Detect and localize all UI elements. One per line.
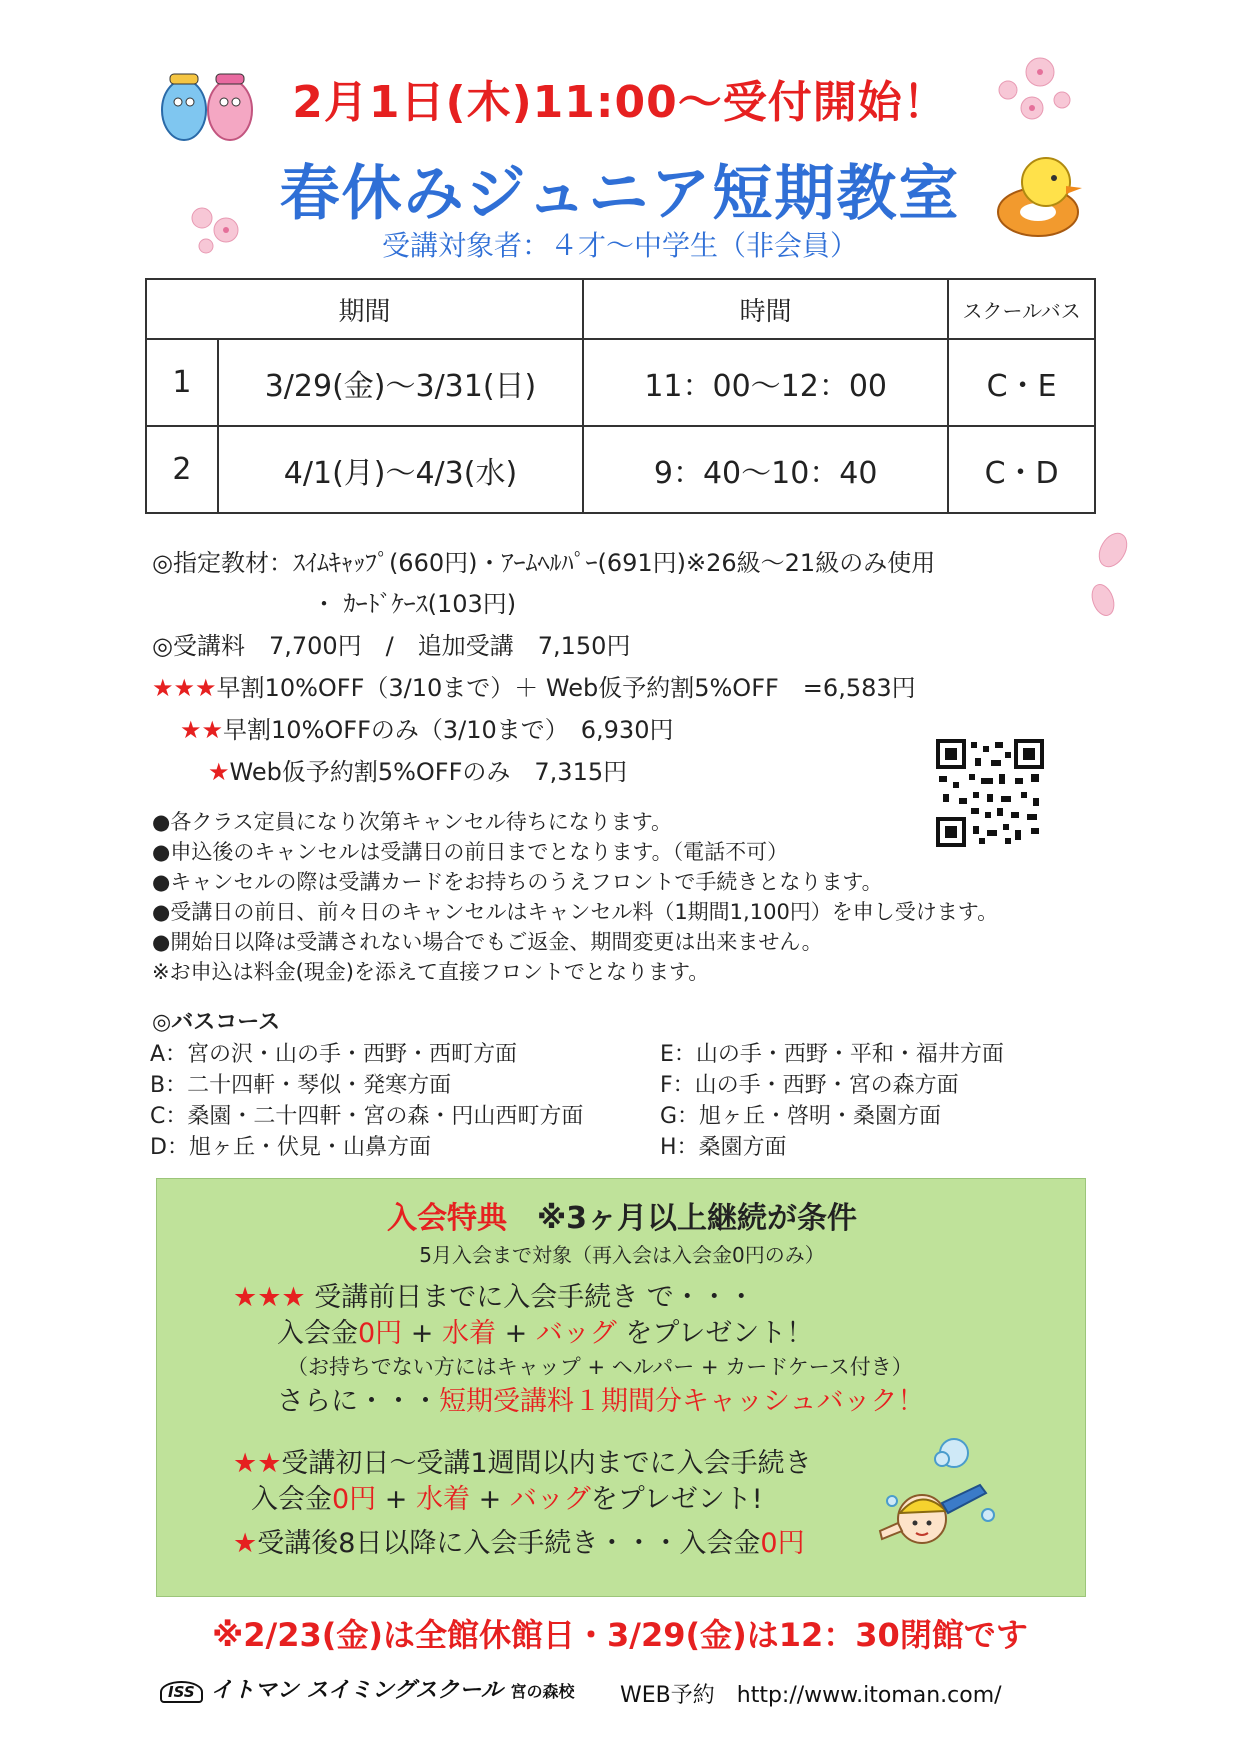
tier3-note: （お持ちでない方にはキャップ + ヘルパー + カードケース付き） <box>287 1355 913 1379</box>
column-header-time: 時間 <box>583 279 948 339</box>
bus-course-item: F：山の手・西野・宮の森方面 <box>660 1073 959 1098</box>
discount-2star <box>180 710 673 745</box>
tier3-gift <box>277 1311 813 1350</box>
gift-plus: + <box>495 1318 536 1349</box>
benefit-title-main: 入会特典 <box>386 1201 507 1236</box>
materials-line: ◎指定教材：ｽｲﾑｷｬｯﾌﾟ(660円)・ｱｰﾑﾍﾙﾊﾟｰ(691円)※26級～21級のみ使用 <box>152 549 936 577</box>
bus-course-item: A：宮の沢・山の手・西野・西町方面 <box>150 1042 518 1067</box>
tier-text: 受講後8日以降に入会手続き・・・入会金 <box>257 1528 761 1559</box>
gift-present: をプレゼント！ <box>616 1318 814 1349</box>
table-header-row <box>146 279 1095 339</box>
note-item: ※お申込は料金(現金)を添えて直接フロントでとなります。 <box>152 960 710 984</box>
note-item: ●開始日以降は受講されない場合でもご返金、期間変更は出来ません。 <box>152 930 823 954</box>
gift-swimsuit: 水着 <box>415 1484 470 1515</box>
discount-text: 早割10%OFFのみ（3/10まで） 6,930円 <box>223 716 674 744</box>
qr-code[interactable] <box>935 738 1045 848</box>
logo-name: イトマン スイミングスクール <box>210 1678 503 1703</box>
benefit-subtitle: 5月入会まで対象（再入会は入会金0円のみ） <box>419 1243 825 1267</box>
tier-text: 受講前日までに入会手続き で・・・ <box>305 1282 755 1313</box>
tier2-condition <box>233 1441 812 1480</box>
row-period: 4/1(月)～4/3(水) <box>218 426 583 513</box>
star-rating: ★★★ <box>152 674 217 702</box>
gift-label: 入会金 <box>251 1484 332 1515</box>
branch-name: 宮の森校 <box>510 1682 575 1701</box>
gift-label: 入会金 <box>277 1318 358 1349</box>
bus-course-item: D：旭ヶ丘・伏見・山鼻方面 <box>150 1135 431 1160</box>
bus-course-item: G：旭ヶ丘・啓明・桑園方面 <box>660 1104 942 1129</box>
star-rating: ★★ <box>180 716 224 744</box>
benefit-condition: ※3ヶ月以上継続が条件 <box>506 1201 858 1236</box>
bus-course-item: C：桑園・二十四軒・宮の森・円山西町方面 <box>150 1104 584 1129</box>
note-item: ●キャンセルの際は受講カードをお持ちのうえフロントで手続きとなります。 <box>152 870 883 894</box>
row-time: 11：00～12：00 <box>583 339 948 426</box>
closure-notice: ※2/23(金)は全館休館日・3/29(金)は12：30閉館です <box>212 1616 1028 1654</box>
gift-bag: バッグ <box>535 1318 617 1349</box>
petal-icon <box>1085 530 1135 620</box>
schedule-table <box>145 278 1096 514</box>
tier3-condition <box>233 1275 755 1314</box>
tier3-cashback <box>277 1379 924 1418</box>
logo-mark: ISS <box>160 1681 203 1703</box>
gift-free: 0円 <box>760 1528 805 1559</box>
row-bus: C・E <box>948 339 1095 426</box>
discount-text: 早割10%OFF（3/10まで）＋ Web仮予約割5%OFF =6,583円 <box>216 674 916 702</box>
gift-bag: バッグ <box>509 1484 591 1515</box>
registration-start-headline: 2月1日(木)11:00～受付開始！ <box>292 77 948 128</box>
bus-course-item: E：山の手・西野・平和・福井方面 <box>660 1042 1004 1067</box>
discount-3star <box>152 668 916 703</box>
star-rating: ★ <box>233 1528 258 1559</box>
tier1-condition <box>233 1521 805 1560</box>
bus-course-item: B：二十四軒・琴似・発寒方面 <box>150 1073 452 1098</box>
row-number: 2 <box>146 426 218 513</box>
star-rating: ★ <box>208 758 230 786</box>
tier-text: 受講初日～受講1週間以内までに入会手続き <box>281 1448 812 1479</box>
gift-plus: + <box>402 1318 442 1349</box>
table-row <box>146 339 1095 426</box>
column-header-bus: スクールバス <box>948 279 1095 339</box>
materials-card-case: ・ ｶｰﾄﾞｹｰｽ(103円) <box>312 590 517 618</box>
discount-text: Web仮予約割5%OFFのみ 7,315円 <box>229 758 628 786</box>
row-period: 3/29(金)～3/31(日) <box>218 339 583 426</box>
star-rating: ★★★ <box>233 1282 306 1313</box>
cashback-text: 短期受講料１期間分キャッシュバック！ <box>439 1386 925 1417</box>
page-title: 春休みジュニア短期教室 <box>279 159 961 229</box>
discount-1star <box>208 752 627 787</box>
star-rating: ★★ <box>233 1448 282 1479</box>
fee-line: ◎受講料 7,700円 / 追加受講 7,150円 <box>152 632 631 660</box>
school-logo <box>160 1673 574 1704</box>
tier2-gift <box>251 1477 763 1516</box>
web-reservation-link[interactable]: WEB予約 http://www.itoman.com/ <box>620 1683 1002 1708</box>
row-number: 1 <box>146 339 218 426</box>
bus-course-heading: ◎バスコース <box>152 1010 281 1035</box>
gift-present: をプレゼント! <box>590 1484 763 1515</box>
note-item: ●受講日の前日、前々日のキャンセルはキャンセル料（1期間1,100円）を申し受けます。 <box>152 900 999 924</box>
row-time: 9：40～10：40 <box>583 426 948 513</box>
table-row <box>146 426 1095 513</box>
gift-free: 0円 <box>332 1484 377 1515</box>
gift-free: 0円 <box>358 1318 403 1349</box>
benefit-title <box>157 1193 1087 1237</box>
note-item: ●申込後のキャンセルは受講日の前日までとなります。（電話不可） <box>152 840 789 864</box>
swimmer-girl-icon <box>872 1431 1002 1571</box>
cashback-lead: さらに・・・ <box>277 1386 439 1417</box>
row-bus: C・D <box>948 426 1095 513</box>
column-header-period: 期間 <box>146 279 583 339</box>
gift-plus: + <box>469 1484 510 1515</box>
membership-benefits-box <box>156 1178 1086 1597</box>
gift-swimsuit: 水着 <box>441 1318 496 1349</box>
note-item: ●各クラス定員になり次第キャンセル待ちになります。 <box>152 810 673 834</box>
target-audience: 受講対象者：４才～中学生（非会員） <box>381 229 858 262</box>
gift-plus: + <box>376 1484 416 1515</box>
bus-course-item: H：桑園方面 <box>660 1135 787 1160</box>
